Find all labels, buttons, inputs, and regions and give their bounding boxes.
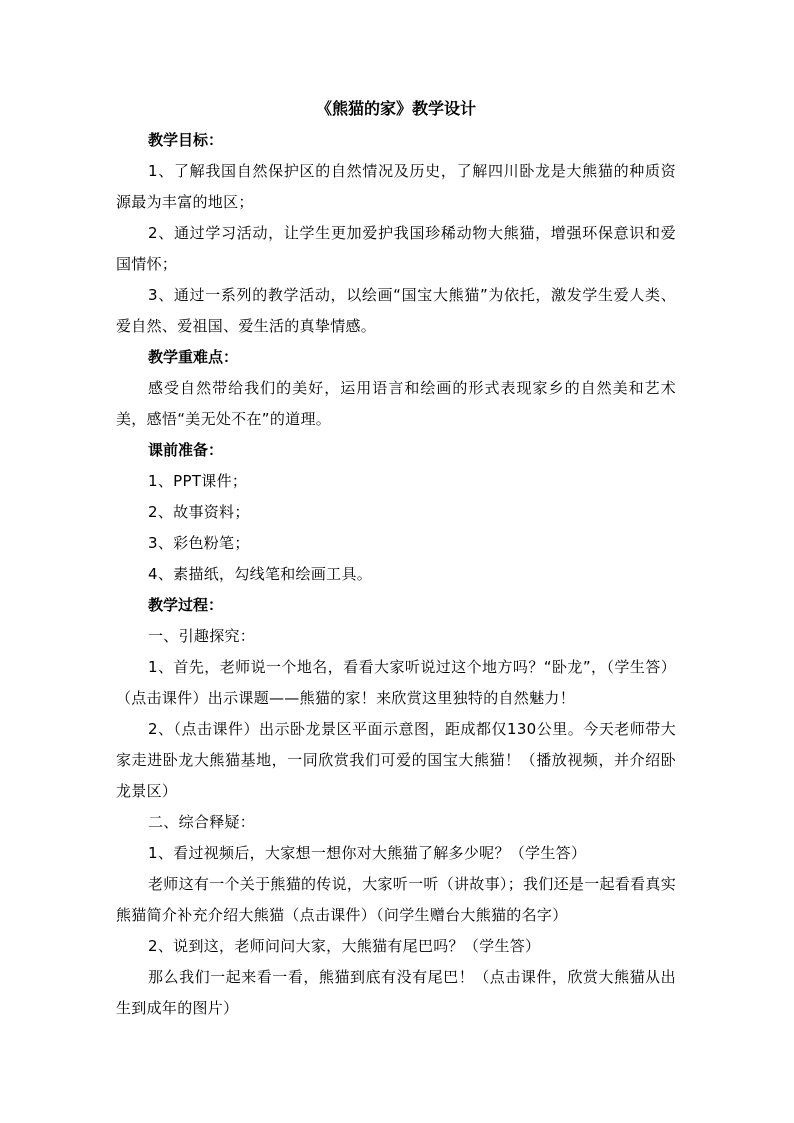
paragraph: 1、了解我国自然保护区的自然情况及历史，了解四川卧龙是大熊猫的种质资源最为丰富的地区； [116, 162, 676, 211]
document-title: 《熊猫的家》教学设计 [315, 99, 476, 118]
paragraph: 2、说到这，老师问问大家，大熊猫有尾巴吗？（学生答） [148, 937, 541, 955]
paragraph: 二、综合释疑： [148, 813, 256, 831]
paragraph: 3、彩色粉笔； [148, 534, 250, 552]
section-process [116, 590, 676, 1024]
section-objectives [116, 125, 676, 342]
paragraph: 那么我们一起来看一看，熊猫到底有没有尾巴！（点击课件，欣赏大熊猫从出生到成年的图片） [116, 968, 676, 1017]
paragraph: 一、引趣探究： [148, 627, 256, 645]
paragraph: 老师这有一个关于熊猫的传说，大家听一听（讲故事）；我们还是一起看看真实熊猫简介补充介绍大熊猫（点击课件）（问学生赠台大熊猫的名字） [116, 875, 677, 924]
paragraph: 1、看过视频后，大家想一想你对大熊猫了解多少呢？（学生答） [148, 844, 587, 862]
paragraph: 感受自然带给我们的美好，运用语言和绘画的形式表现家乡的自然美和艺术美，感悟“美无处不在”的道理。 [116, 379, 676, 428]
paragraph: 1、首先，老师说一个地名，看看大家听说过这个地方吗？“卧龙”，（学生答）（点击课件）出示课题——熊猫的家！来欣赏这里独特的自然魅力！ [116, 658, 676, 707]
section-preparation [116, 435, 676, 590]
paragraph: 1、PPT课件； [148, 472, 248, 490]
section-heading: 课前准备： [148, 441, 224, 459]
paragraph: 2、通过学习活动，让学生更加爱护我国珍稀动物大熊猫，增强环保意识和爱国情怀； [116, 224, 676, 273]
section-heading: 教学目标： [148, 131, 224, 149]
paragraph: 2、（点击课件）出示卧龙景区平面示意图，距成都仅130公里。今天老师带大家走进卧龙大熊猫基地，一同欣赏我们可爱的国宝大熊猫！（播放视频，并介绍卧龙景区） [116, 720, 676, 800]
paragraph: 3、通过一系列的教学活动，以绘画“国宝大熊猫”为依托，激发学生爱人类、爱自然、爱祖国、爱生活的真挚情感。 [116, 286, 676, 335]
paragraph: 4、素描纸，勾线笔和绘画工具。 [148, 565, 373, 583]
document-page [116, 92, 676, 1024]
paragraph: 2、故事资料； [148, 503, 250, 521]
section-key-points [116, 342, 676, 435]
section-heading: 教学过程： [148, 596, 224, 614]
section-heading: 教学重难点： [148, 348, 239, 366]
